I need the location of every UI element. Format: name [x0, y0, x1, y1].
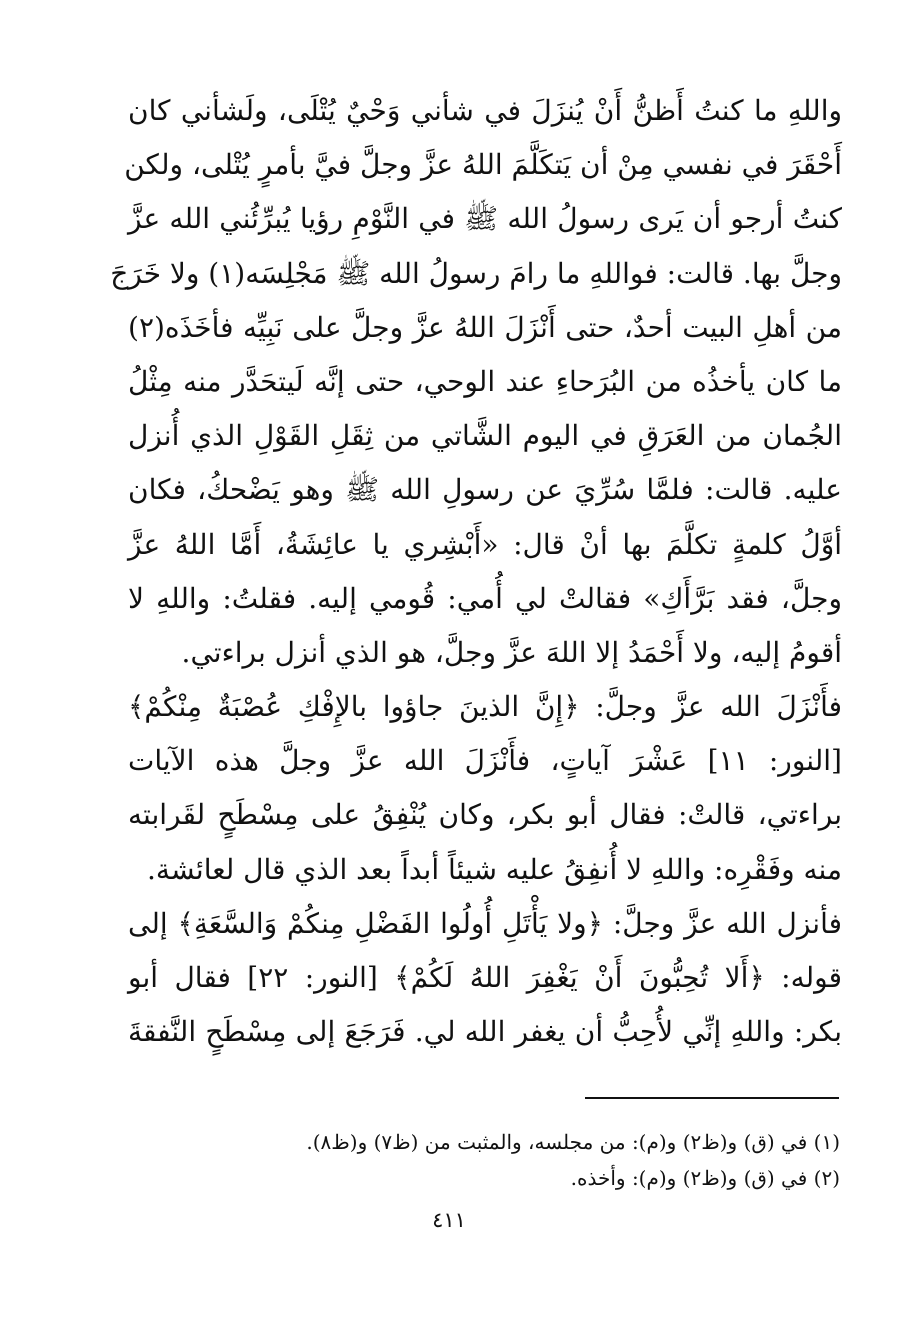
text-line: وجلَّ بها. قالت: فواللهِ ما رامَ رسولُ الله ﷺ مَجْلِسَه(١) ولا خَرَجَ — [110, 256, 842, 290]
body-text — [110, 84, 843, 1059]
text-line: من أهلِ البيت أحدٌ، حتى أَنْزَلَ اللهُ عزَّ وجلَّ على نَبِيِّه فأخَذَه(٢) — [128, 310, 842, 344]
text-line: قوله: ﴿أَلا تُحِبُّونَ أَنْ يَغْفِرَ اللهُ لَكُمْ﴾ [النور: ٢٢] فقال أبو — [128, 961, 843, 994]
text-line: فأنزل الله عزَّ وجلَّ: ﴿ولا يَأْتَلِ أُولُوا الفَضْلِ مِنكُمْ وَالسَّعَةِ﴾ إلى — [128, 906, 842, 940]
text-line: عليه. قالت: فلمَّا سُرِّيَ عن رسولِ الله ﷺ وهو يَضْحكُ، فكان — [128, 473, 842, 507]
text-line: بكر: واللهِ إنِّي لأُحِبُّ أن يغفر الله لي. فَرَجَعَ إلى مِسْطَحٍ النَّفقةَ — [128, 1015, 842, 1049]
footnotes — [150, 1124, 840, 1196]
text-line: [النور: ١١] عَشْرَ آياتٍ، فأَنْزَلَ الله عزَّ وجلَّ هذه الآيات — [128, 744, 842, 778]
text-line: فأَنْزَلَ الله عزَّ وجلَّ: ﴿إِنَّ الذينَ جاؤوا بالإِفْكِ عُصْبَةٌ مِنْكُمْ﴾ — [128, 690, 842, 724]
text-line: ما كان يأخذُه من البُرَحاءِ عند الوحي، حتى إنَّه لَيتحَدَّر منه مِثْلُ — [128, 364, 842, 398]
text-line: منه وفَقْرِه: واللهِ لا أُنفِقُ عليه شيئاً أبداً بعد الذي قال لعائشة. — [147, 852, 842, 886]
text-line: أَحْقَرَ في نفسي مِنْ أن يَتكَلَّمَ اللهُ عزَّ وجلَّ فيَّ بأمرٍ يُتْلى، ولكن — [124, 148, 842, 182]
footnote-divider — [585, 1097, 839, 1099]
text-line: أقومُ إليه، ولا أَحْمَدُ إلا اللهَ عزَّ وجلَّ، هو الذي أنزل براءتي. — [181, 635, 842, 669]
text-line: كنتُ أرجو أن يَرى رسولُ الله ﷺ في النَّوْمِ رؤيا يُبرِّئُني الله عزَّ — [128, 202, 842, 236]
text-line: واللهِ ما كنتُ أَظنُّ أَنْ يُنزَلَ في شأني وَحْيٌ يُتْلَى، ولَشأني كان — [128, 94, 842, 127]
page-number: ٤١١ — [432, 1208, 466, 1232]
text-line: وجلَّ، فقد بَرَّأَكِ» فقالتْ لي أُمي: قُومي إليه. فقلتُ: واللهِ لا — [128, 581, 842, 615]
text-line: الجُمان من العَرَقِ في اليوم الشَّاتي من ثِقَلِ القَوْلِ الذي أُنزل — [128, 419, 842, 453]
text-line: أوَّلُ كلمةٍ تكلَّمَ بها أنْ قال: «أَبْشِري يا عائِشَةُ، أَمَّا اللهُ عزَّ — [128, 527, 842, 561]
footnote: (٢) في (ق) و(ظ٢) و(م): وأخذه. — [570, 1166, 840, 1190]
footnote: (١) في (ق) و(ظ٢) و(م): من مجلسه، والمثبت من (ظ٧) و(ظ٨). — [306, 1130, 840, 1154]
text-line: براءتي، قالتْ: فقال أبو بكر، وكان يُنْفِقُ على مِسْطَحٍ لقَرابته — [128, 798, 842, 832]
